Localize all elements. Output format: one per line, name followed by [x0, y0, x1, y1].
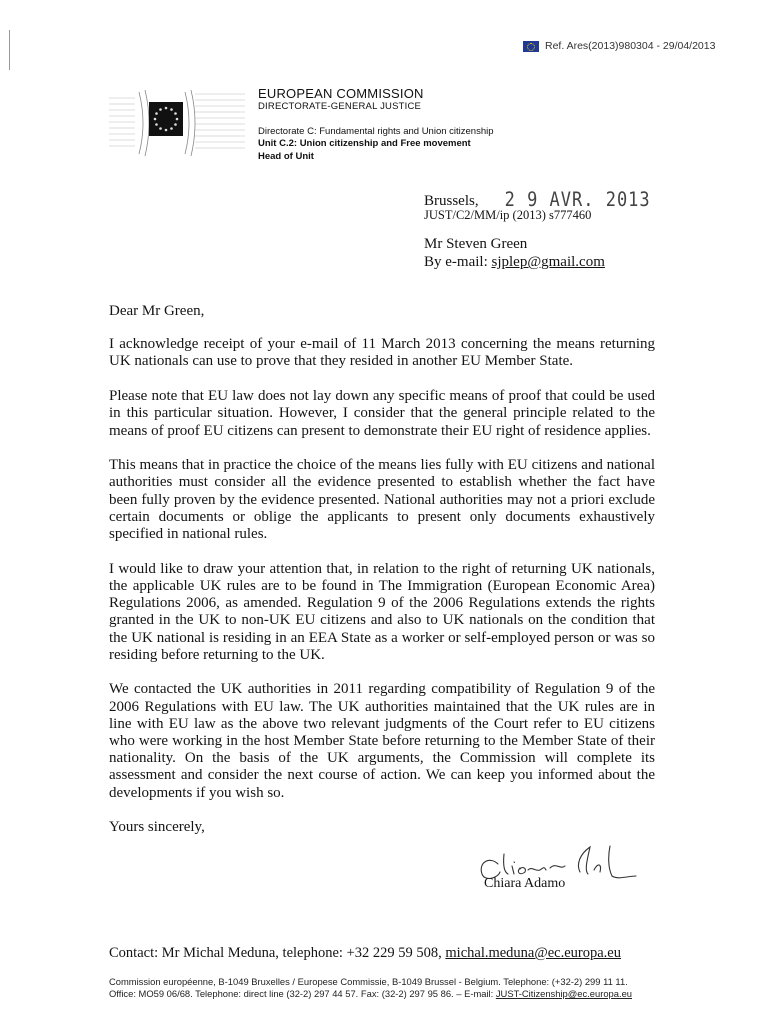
date-stamp: 2 9 AVR. 2013: [504, 188, 651, 212]
paragraph: We contacted the UK authorities in 2011 regarding compatibility of Regulation 9 of the 2006 Regulations with EU law. The UK authorities maintained that the UK rules are in line with EU law as the above two relevant judgments of the Court refer to EU citizens who were working in the host Member State before returning to the Member State of their nationality. On the basis of the UK arguments, the Commission will complete its assessment and consider the next course of action. We can keep you informed about the developments if you wish so.: [109, 681, 655, 801]
letter-body: [109, 303, 655, 854]
footer-office: Office: MO59 06/68. Telephone: direct line (32-2) 297 44 57. Fax: (32-2) 297 95 86. – E-mail:: [109, 988, 494, 999]
document-reference: [523, 40, 715, 52]
unit: Unit C.2: Union citizenship and Free movement: [258, 138, 471, 149]
place-and-date: [424, 190, 651, 210]
footer-address: Commission européenne, B-1049 Bruxelles / Europese Commissie, B-1049 Brussel - Belgium. Telephone: (+32-2) 299 11 11.: [109, 976, 628, 987]
recipient-email-link[interactable]: sjplep@gmail.com: [491, 254, 605, 270]
role: Head of Unit: [258, 150, 314, 162]
by-email-label: By e-mail:: [424, 254, 488, 270]
directorate-general: DIRECTORATE-GENERAL JUSTICE: [258, 101, 422, 112]
directorate: Directorate C: Fundamental rights and Union citizenship: [258, 125, 494, 137]
footer-email-link[interactable]: JUST-Citizenship@ec.europa.eu: [495, 988, 633, 999]
salutation: Dear Mr Green,: [109, 303, 205, 319]
european-commission-logo: [107, 88, 247, 158]
contact-line: [109, 945, 621, 962]
organisation-name: EUROPEAN COMMISSION: [258, 86, 424, 101]
contact-email-link[interactable]: michal.meduna@ec.europa.eu: [445, 945, 621, 961]
city: Brussels,: [424, 193, 479, 209]
letterhead: [258, 86, 494, 163]
footer: [109, 976, 632, 1000]
paragraph: I acknowledge receipt of your e-mail of 11 March 2013 concerning the means returning UK nationals can use to prove that they resided in another EU Member State.: [109, 336, 655, 370]
page-margin-mark: [9, 30, 10, 70]
eu-flag-icon: [523, 41, 539, 52]
recipient-block: [424, 235, 605, 271]
closing: Yours sincerely,: [109, 819, 205, 836]
file-reference: JUST/C2/MM/ip (2013) s777460: [424, 208, 592, 222]
recipient-name: Mr Steven Green: [424, 236, 528, 252]
recipient-email-line: [424, 253, 605, 271]
signer-name: Chiara Adamo: [484, 876, 566, 891]
footer-office-line: [109, 988, 632, 1000]
paragraph: I would like to draw your attention that, in relation to the right of returning UK nationals, the applicable UK rules are to be found in The Immigration (European Economic Area) Regulations 2006, as amended. Regulation 9 of the 2006 Regulations extends the rights granted in the UK to non-UK EU citizens and also to UK nationals on the condition that the UK national is residing in an EEA State as a worker or self-employed person or was so residing before returning to the UK.: [109, 560, 655, 663]
paragraph: Please note that EU law does not lay down any specific means of proof that could be used in this particular situation. However, I consider that the general principle related to the means of proof EU citizens can present to demonstrate their EU right of residence applies.: [109, 388, 655, 439]
contact-label: Contact: Mr Michal Meduna, telephone: +32 229 59 508,: [109, 945, 442, 961]
reference-text: Ref. Ares(2013)980304 - 29/04/2013: [545, 40, 716, 52]
paragraph: This means that in practice the choice of the means lies fully with EU citizens and national authorities must consider all the evidence presented to establish whether the fact have been fully proven by the evidence presented. National authorities may not a priori exclude certain documents or oblige the applicants to present only documents exhaustively specified in national rules.: [109, 457, 655, 543]
